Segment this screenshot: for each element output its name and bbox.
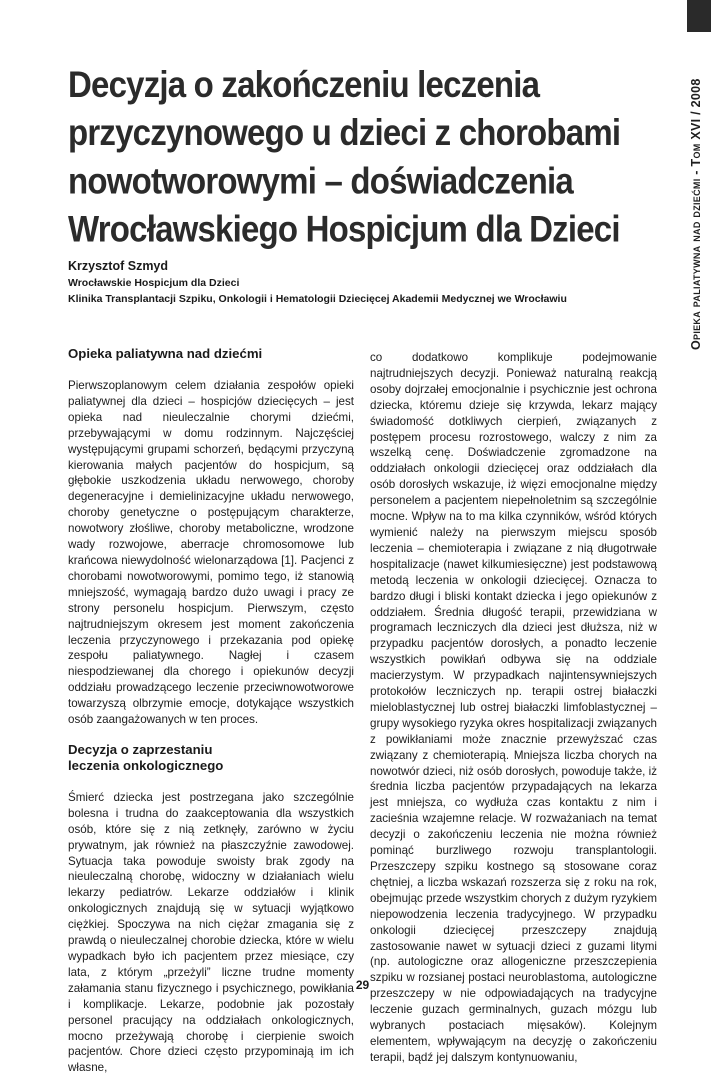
section-heading-palliative-care: Opieka paliatywna nad dziećmi <box>68 346 263 361</box>
section-paragraph-palliative-care: Pierwszoplanowym celem działania zespołów opieki paliatywnej dla dzieci – hospicjów dziecięcych – jest opieka nad nieuleczalnie chorymi dziećmi, przebywającymi w domu rodzinnym. Najczęściej występującymi grupami schorzeń, będącymi przyczyną kierowania małych pacjentów do hospicjum, są głębokie uszkodzenia układu nerwowego, choroby degeneracyjne i demielinizacyjne układu nerwowego, choroby genetyczne o postępującym charakterze, nowotwory złośliwe, choroby metaboliczne, wrodzone wady rozwojowe, aberracje chromosomowe lub krańcowa niewydolność wielonarządowa [1]. Pacjenci z chorobami nowotworowymi, pomimo tego, iż stanowią mniejszość, wymagają bardzo dużo uwagi i pracy ze strony personelu hospicjum. Pierwszym, często najtrudniejszym okresem jest moment zakończenia leczenia przyczynowego i przekazania pod opiekę zespołu paliatywnego. Nagłej i czasem niespodziewanej dla chorego i opiekunów decyzji oddziału prowadzącego leczenie przeciwnowotworowe towarzyszą olbrzymie emocje, dotykające wszystkich osób zaangażowanych w ten proces. <box>68 379 354 727</box>
page-number: 29 <box>355 978 370 992</box>
left-column <box>68 346 354 1076</box>
section-heading-treatment-decision: Decyzja o zaprzestaniu leczenia onkologicznego <box>68 741 224 773</box>
author-name: Krzysztof Szmyd <box>68 259 169 273</box>
corner-block <box>687 0 711 32</box>
running-header-strip <box>687 0 711 360</box>
section-paragraph-treatment-decision-part2: co dodatkowo komplikuje podejmowanie najtrudniejszych decyzji. Ponieważ naturalną reakcją osoby dojrzałej emocjonalnie i psychicznie jest ochrona dziecka, któremu dzieje się krzywda, lekarz mający świadomość dotkliwych cierpień, związanych z postępem procesu rozrostowego, walczy z nim za wszelką cenę. Doświadczenie zgromadzone na oddziałach onkologii dziecięcej oraz oddziałach dla osób dorosłych wskazuje, iż więzi emocjonalne między personelem a pacjentem niepełnoletnim są szczególnie mocne. Wpływ na to ma kilka czynników, wśród których wymienić należy na pierwszym miejscu sposób leczenia – chemioterapia i związane z nią długotrwałe hospitalizacje (nawet kilkumiesięczne) jest podstawową metodą leczenia w onkologii dziecięcej. Oznacza to bardzo długi i bliski kontakt dziecka i jego opiekunów z oddziałem. Średnia długość terapii, przewidziana w programach leczniczych dla dzieci jest dłuższa, niż w przypadku pacjentów dorosłych, a ponadto leczenie wszystkich powikłań odbywa się na oddziale macierzystym. W przypadkach najintensywniejszych protokołów leczniczych np. terapii ostrej białaczki mieloblastycznej lub ostrej białaczki limfoblastycznej – grupy wysokiego ryzyka okres hospitalizacji związanych z powikłaniami może znacznie przewyższać czas związany z chemioterapią. Mniejsza liczba chorych na nowotwór dzieci, niż osób dorosłych, powoduje także, iż średnia liczba pacjentów przypadających na lekarza jest mniejsza, co wydłuża czas kontaktu z nim i zacieśnia wzajemne relacje. W rozważaniach na temat decyzji o zakończeniu leczenia nie można również pominąć burzliwego rozwoju transplantologii. Przeszczepy szpiku kostnego są stosowane coraz chętniej, a liczba wskazań rozszerza się z roku na rok, obejmując przede wszystkim chorych z dużym ryzykiem niepowodzenia leczenia tradycyjnego. W przypadku onkologii dziecięcej przeszczepy znajdują zastosowanie nawet w sytuacji dzieci z guzami litymi (np. autologiczne oraz allogeniczne przeszczepienia szpiku w rozsianej postaci neuroblastoma, autologiczne przeszczepy w nie odpowiadających na tradycyjne leczenie guzach germinalnych, guzach mózgu lub wybranych postaciach mięsaków). Kolejnym elementem, wpływającym na decyzję o zakończeniu terapii, bądź jej dalszym kontynuowaniu, <box>370 351 657 1064</box>
article-title: Decyzja o zakończeniu leczenia przyczynowego u dzieci z chorobami nowotworowymi – doświadczenia Wrocławskiego Hospicjum dla Dzieci <box>68 63 621 250</box>
running-header: Opieka paliatywna nad dziećmi - Tom XVI / 2008 <box>689 78 703 350</box>
affiliation-2: Klinika Transplantacji Szpiku, Onkologii i Hematologii Dziecięcej Akademii Medycznej we Wrocławiu <box>68 293 567 305</box>
section-paragraph-treatment-decision-part1: Śmierć dziecka jest postrzegana jako szczególnie bolesna i trudna do zaakceptowania dla wszystkich osób, które się z nią zetknęły, zarówno w życiu prywatnym, jak również na płaszczyźnie zawodowej. Sytuacja taka powoduje swoisty brak zgody na nieuleczalną chorobę, widoczny w działaniach wielu lekarzy pediatrów. Lekarze oddziałów i klinik onkologicznych znajdują się w sytuacji wyjątkowo ciężkiej. Spoczywa na nich ciężar zmagania się z prawdą o nieuleczalnej chorobie dziecka, które w wielu wypadkach było ich pacjentem przez miesiące, czy lata, z którym „przeżyli” liczne trudne momenty załamania stanu fizycznego i psychicznego, powikłania i komplikacje. Lekarze, podobnie jak pozostały personel pracujący na oddziałach onkologicznych, mocno przeżywają chorobę i cierpienie swoich pacjentów. Chore dzieci często przypominają im ich własne, <box>68 790 354 1075</box>
affiliation-1: Wrocławskie Hospicjum dla Dzieci <box>68 277 240 289</box>
side-band <box>684 0 725 1024</box>
right-column <box>370 350 657 1066</box>
